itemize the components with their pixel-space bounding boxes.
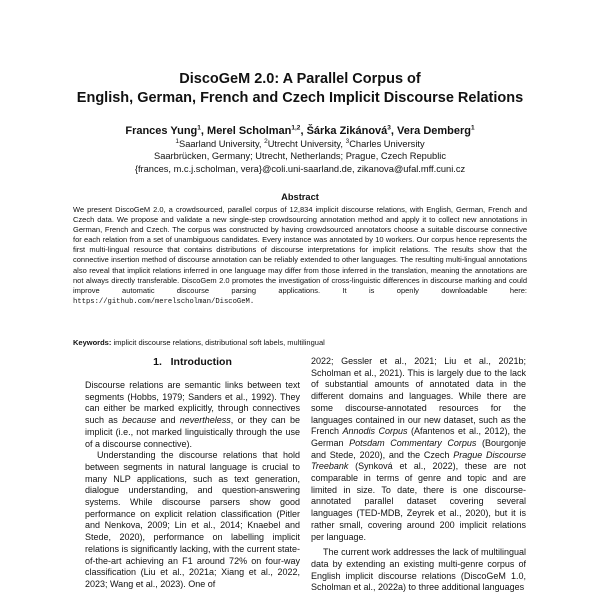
right-column <box>311 356 526 594</box>
title-line-2: English, German, French and Czech Implicit Discourse Relations <box>76 90 524 106</box>
author-emails: {frances, m.c.j.scholman, vera}@coli.uni-saarland.de, zikanova@ufal.mff.cuni.cz <box>134 163 466 174</box>
keywords-text: implicit discourse relations, distributional soft labels, multilingual <box>113 338 325 347</box>
left-column <box>85 380 300 591</box>
author-affiliation-marker: 1 <box>197 124 201 132</box>
repository-link[interactable]: https://github.com/merelscholman/DiscoGeM. <box>73 297 255 306</box>
abstract-text: We present DiscoGeM 2.0, a crowdsourced, parallel corpus of 12,834 implicit discourse relations, with English, German, French and Czech data. We propose and validate a new single-step crowdsourcing annotation method and apply it to collect new annotations in German, French and Czech. The corpus was constructed by having crowdsourced annotators choose a suitable discourse connective for each relation from a set of unambiguous candidates. Every instance was annotated by 10 workers. Our corpus hence represents the first multi-lingual resource that contains distributions of discourse interpretations for implicit relations. The results show that the connective insertion method of discourse annotation can be reliably extended to other languages. The resulting multi-lingual annotations also reveal that implicit relations inferred in one language may differ from those inferred in the translation, meaning the annotations are not always directly transferable. DiscoGem 2.0 promotes the investigation of cross-linguistic differences in discourse marking and could improve automatic discourse parsing applications. It is openly downloadable here: <box>73 205 527 295</box>
affiliation-locations: Saarbrücken, Germany; Utrecht, Netherlands; Prague, Czech Republic <box>154 151 446 162</box>
section-heading <box>85 356 300 368</box>
author-list: Frances Yung$^1$, Merel Scholman$^{1,2}$, Šárka Zikánová$^3$, Vera Demberg$^1$ <box>125 124 475 137</box>
abstract-heading: Abstract <box>281 192 319 202</box>
section-number: 1. <box>153 356 162 368</box>
author-affiliation-marker: 3 <box>387 124 391 132</box>
author-name: Frances Yung <box>125 125 198 137</box>
abstract-body <box>73 205 527 307</box>
paragraph: Understanding the discourse relations that hold between segments in natural language is crucial to many NLP applications, such as text generation, dialogue understanding, and question-answering systems. While discourse parsers show good performance on explicit relation classification (Pitler and Nenkova, 2009; Lin et al., 2014; Knaebel and Stede, 2020), performance on labelling implicit relations is significantly lacking, with the current state-of-the-art achieving an F1 around 72% on four-way classification (Liu et al., 2021a; Xiang et al., 2022, 2023; Wang et al., 2023). One of <box>85 450 300 589</box>
paragraph: The current work addresses the lack of multilingual data by extending an existing multi-genre corpus of English implicit discourse relations (DiscoGeM 1.0, Scholman et al., 2022a) to three additional languages <box>311 547 526 593</box>
author-name: Šárka Zikánová <box>306 125 388 137</box>
keywords-label: Keywords: <box>73 338 112 347</box>
title-line-1: DiscoGeM 2.0: A Parallel Corpus of <box>179 71 421 87</box>
affiliation-institutions: $^1$Saarland University, $^2$Utrecht University, $^3$Charles University <box>175 137 425 149</box>
paper-title <box>0 70 600 108</box>
section-title: Introduction <box>170 356 232 368</box>
keywords <box>73 338 527 348</box>
author-name: Vera Demberg <box>397 125 472 137</box>
author-name: Merel Scholman <box>207 125 292 137</box>
author-affiliation-marker: 1 <box>471 124 475 132</box>
paragraph: Discourse relations are semantic links between text segments (Hobbs, 1979; Sanders et al., 1992). They can either be marked explicitly, through connectives such as because and nevertheless, or they can be implicit (i.e., not marked linguistically through the use of a discourse connective). <box>85 380 300 449</box>
affiliations <box>0 138 600 175</box>
paragraph: 2022; Gessler et al., 2021; Liu et al., 2021b; Scholman et al., 2021). This is largely due to the lack of substantial amounts of annotated data in the different domains and languages. While there are some discourse-annotated resources for the languages contained in our new dataset, such as the French Annodis Corpus (Afantenos et al., 2012), the German Potsdam Commentary Corpus (Bourgonje and Stede, 2020), and the Czech Prague Discourse Treebank (Synková et al., 2022), these are not comparable in terms of genre and topic and are limited in size. To date, there is one discourse-annotated parallel dataset covering several languages (TED-MDB, Zeyrek et al., 2020), but it is rather small, covering around 200 implicit relations per language. <box>311 356 527 542</box>
author-affiliation-marker: 1,2 <box>291 124 301 132</box>
